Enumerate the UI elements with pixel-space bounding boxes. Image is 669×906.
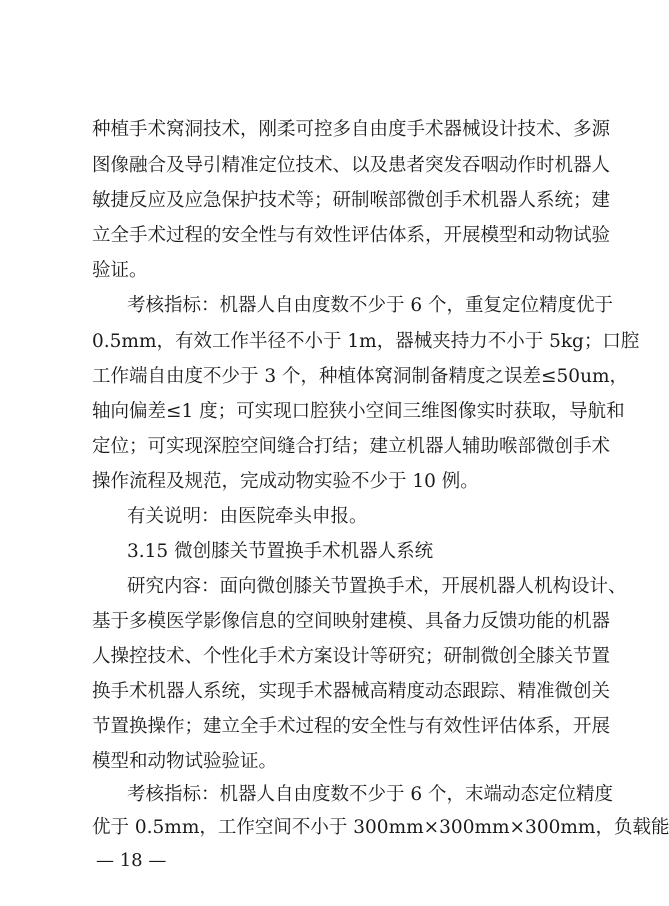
text-line-11: 操作流程及规范，完成动物实验不少于 10 例。 — [92, 471, 479, 492]
text-line-16: 人操控技术、个性化手术方案设计等研究；研制微创全膝关节置 — [92, 646, 611, 667]
text-line-6: 考核指标：机器人自由度数不少于 6 个，重复定位精度优于 — [127, 295, 614, 316]
text-line-15: 基于多模医学影像信息的空间映射建模、具备力反馈功能的机器 — [92, 611, 611, 632]
page-number: — 18 — — [96, 850, 167, 871]
text-line-17: 换手术机器人系统，实现手术器械高精度动态跟踪、精准微创关 — [92, 681, 611, 702]
text-line-19: 模型和动物试验验证。 — [92, 751, 278, 772]
text-line-14: 研究内容：面向微创膝关节置换手术，开展机器人机构设计、 — [127, 576, 627, 597]
text-line-5: 验证。 — [92, 260, 148, 281]
text-line-3: 敏捷反应及应急保护技术等；研制喉部微创手术机器人系统；建 — [92, 190, 611, 211]
text-line-10: 定位；可实现深腔空间缝合打结；建立机器人辅助喉部微创手术 — [92, 436, 611, 457]
text-line-20: 考核指标：机器人自由度数不少于 6 个，末端动态定位精度 — [127, 784, 614, 805]
text-line-9: 轴向偏差≤1 度；可实现口腔狭小空间三维图像实时获取，导航和 — [92, 401, 625, 422]
text-line-8: 工作端自由度不少于 3 个，种植体窝洞制备精度之误差≤50um， — [92, 366, 629, 387]
text-line-7: 0.5mm，有效工作半径不小于 1m，器械夹持力不小于 5kg；口腔 — [92, 331, 640, 352]
text-line-4: 立全手术过程的安全性与有效性评估体系，开展模型和动物试验 — [92, 225, 611, 246]
text-line-21: 优于 0.5mm，工作空间不小于 300mm×300mm×300mm，负载能 — [92, 817, 669, 838]
text-line-2: 图像融合及导引精准定位技术、以及患者突发吞咽动作时机器人 — [92, 155, 611, 176]
text-line-12: 有关说明：由医院牵头申报。 — [127, 506, 368, 527]
text-line-18: 节置换操作；建立全手术过程的安全性与有效性评估体系，开展 — [92, 716, 611, 737]
text-line-1: 种植手术窝洞技术，刚柔可控多自由度手术器械设计技术、多源 — [92, 119, 611, 140]
section-heading-3-15: 3.15 微创膝关节置换手术机器人系统 — [127, 541, 434, 562]
